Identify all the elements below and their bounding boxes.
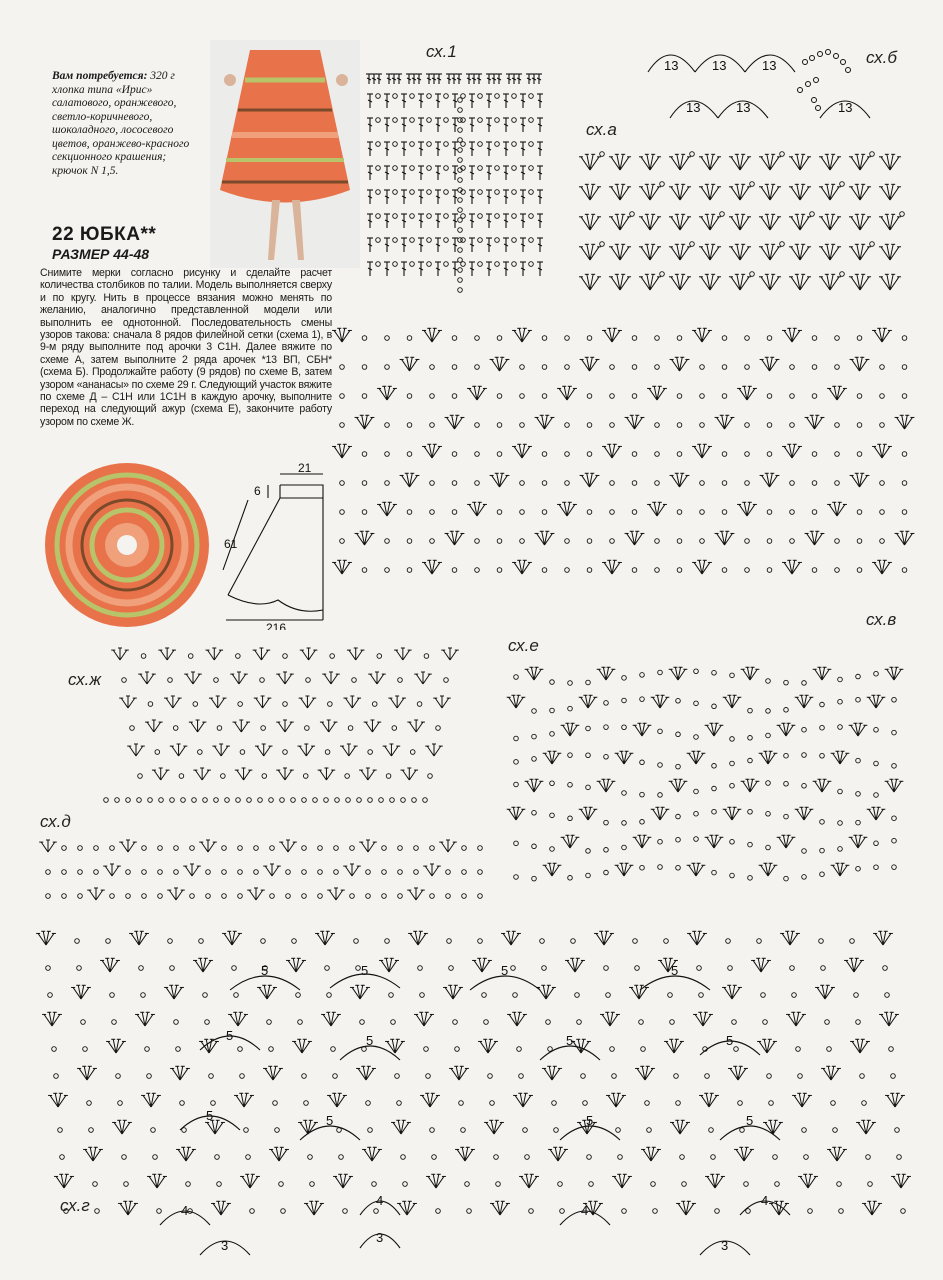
chain-count-label: 5 bbox=[361, 963, 369, 978]
arch-label: 13 bbox=[736, 100, 751, 115]
materials-body: 320 г хлопка типа «Ирис» салатового, оранжевого, светло-коричневого, шоколадного, лососевого цветов, оранжево-красного секционного крашения; крючок N 1,5. bbox=[52, 70, 190, 177]
scheme-e-label: сх.е bbox=[508, 636, 539, 655]
instructions-text: Снимите мерки согласно рисунку и сделайте расчет количества столбиков по талии. Модель выполняется сверху и по кругу. Нить в процессе вязания можно менять по желанию, аналогично представленной модели или выполнить ее однотонной. Последовательность смены узоров такова: сначала 8 рядов филейной сетки (схема 1), в 9-м ряду выполните под арочки 3 С1Н. Далее вяжите по схеме А, затем выполните 2 ряда арочек *13 ВП, СБН*(схема Б). Продолжайте работу (9 рядов) по схеме В, затем узором «ананасы» по схеме 29 г. Следующий участок вяжите по схеме Д – С1Н или 1С1Н в каждую арочку, выполните переход на следующий ажур (схема Е), закончите работу узором по схеме Ж. bbox=[40, 267, 332, 428]
chain-count-label: 4 bbox=[761, 1193, 769, 1208]
scheme-v-label: сх.в bbox=[866, 610, 897, 629]
arch-label: 13 bbox=[838, 100, 853, 115]
chain-count-label: 5 bbox=[226, 1028, 234, 1043]
arch-label: 13 bbox=[712, 58, 727, 73]
chain-count-label: 5 bbox=[261, 963, 269, 978]
scheme-b-label: сх.б bbox=[866, 48, 897, 67]
arch-label: 13 bbox=[664, 58, 679, 73]
dim-waistband: 6 bbox=[254, 484, 261, 498]
size-label: РАЗМЕР 44-48 bbox=[52, 246, 150, 262]
chain-count-label: 3 bbox=[221, 1238, 229, 1253]
chain-count-label: 5 bbox=[726, 1033, 734, 1048]
dim-top: 21 bbox=[298, 461, 312, 475]
materials-heading: Вам потребуется: bbox=[52, 70, 148, 82]
chain-count-label: 5 bbox=[366, 1033, 374, 1048]
dim-length: 61 bbox=[224, 537, 238, 551]
scheme-zh-label: сх.ж bbox=[68, 670, 102, 689]
scheme-g-label: сх.г bbox=[60, 1196, 90, 1215]
chain-count-label: 3 bbox=[721, 1238, 729, 1253]
scheme-d-label: сх.д bbox=[40, 812, 71, 831]
arch-label: 13 bbox=[686, 100, 701, 115]
chain-count-label: 4 bbox=[581, 1203, 589, 1218]
dim-hem: 216 bbox=[266, 621, 287, 630]
arch-label: 13 bbox=[762, 58, 777, 73]
chain-count-label: 4 bbox=[181, 1203, 189, 1218]
chain-count-label: 3 bbox=[376, 1230, 384, 1245]
chain-count-label: 5 bbox=[746, 1113, 754, 1128]
scheme-a-label: сх.а bbox=[586, 120, 617, 139]
chain-count-label: 5 bbox=[206, 1108, 214, 1123]
chain-count-label: 5 bbox=[501, 963, 509, 978]
page-title: 22 ЮБКА** bbox=[52, 224, 157, 245]
chain-count-label: 5 bbox=[326, 1113, 334, 1128]
scheme-1-label: сх.1 bbox=[426, 42, 457, 61]
chain-count-label: 5 bbox=[566, 1033, 574, 1048]
chain-count-label: 5 bbox=[671, 963, 679, 978]
chain-count-label: 5 bbox=[586, 1113, 594, 1128]
chain-count-label: 4 bbox=[376, 1193, 384, 1208]
